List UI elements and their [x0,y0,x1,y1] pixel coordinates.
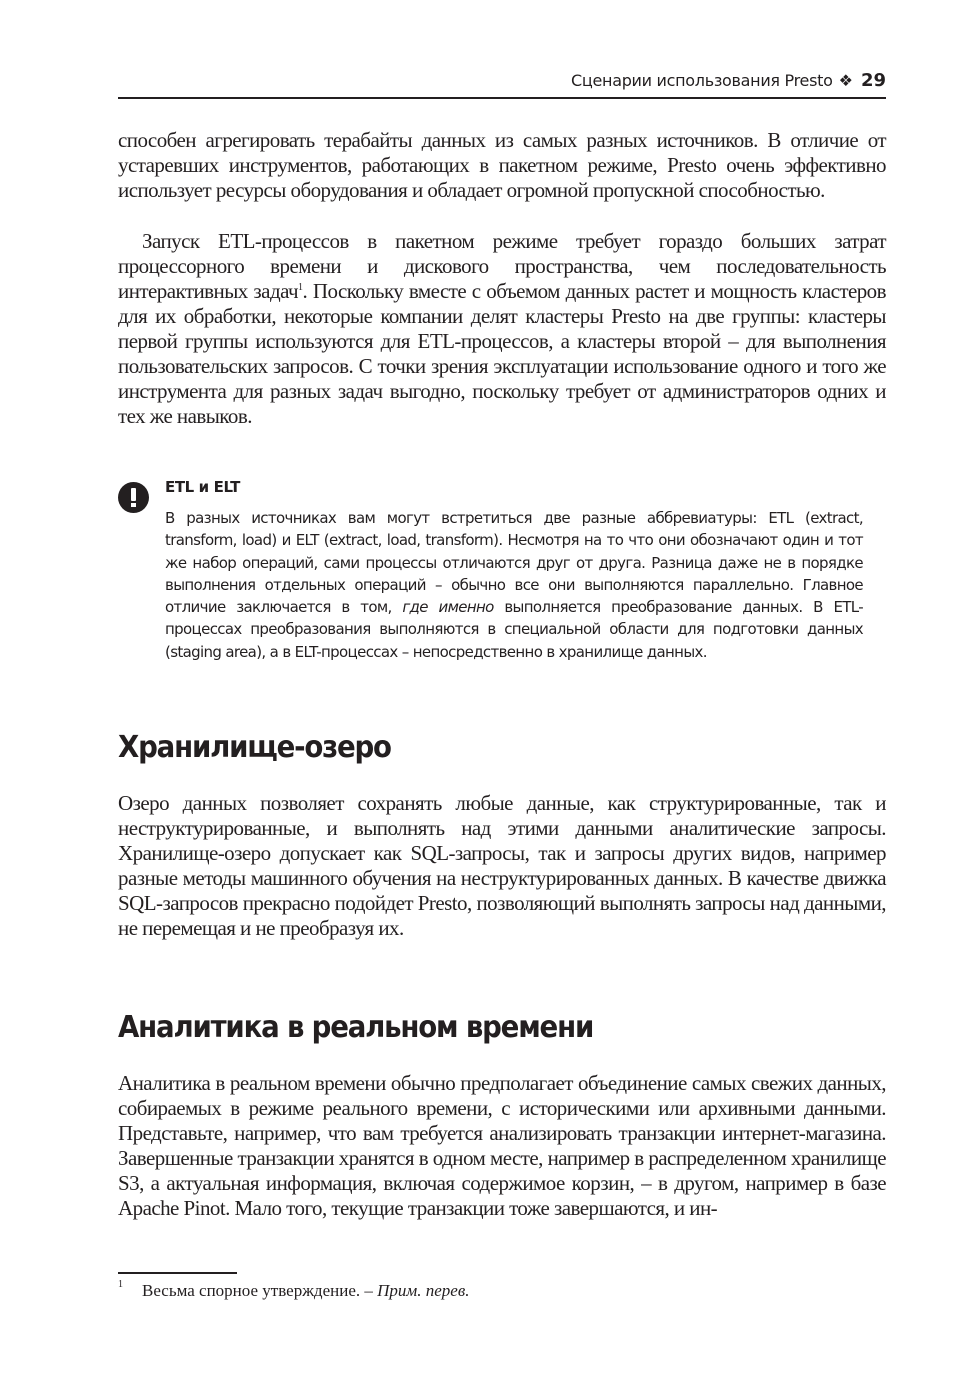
note-body [165,507,863,663]
exclamation-circle-icon [118,482,149,513]
footnote-reference[interactable]: 1 [298,282,303,293]
section-text-data-lake: Озеро данных позволяет сохранять любые данные, как структурированные, так и неструктурированные, и выполнять над этими данными аналитические запросы. Хранилище-озеро допускает как SQL-запросы, так и запросы других видов, например разные методы машинного обучения на неструктурированных данных. В качестве движка SQL-запросов прекрасно подойдет Presto, позволяющий выполнять запросы над данными, не перемещая и не преобразуя их. [118,791,886,940]
section-heading-realtime-analytics: Аналитика в реальном времени [118,1010,594,1045]
section-heading-data-lake: Хранилище-озеро [118,730,391,765]
footnote-text-main: Весьма спорное утверждение. – [142,1281,378,1300]
footnote-rule [118,1272,237,1274]
note-body-emphasis: где именно [402,598,494,617]
paragraph-1: способен агрегировать терабайты данных из самых разных источников. В отличие от устаревших инструментов, работающих в пакетном режиме, Presto очень эффективно использует ресурсы оборудования и обладает огромной пропускной способностью. [118,128,886,202]
section-text-realtime-analytics: Аналитика в реальном времени обычно предполагает объединение самых свежих данных, собираемых в режиме реального времени, с историческими или архивными данными. Представьте, например, что вам требуется анализировать транзакции интернет-магазина. Завершенные транзакции хранятся в одном месте, например в распределенном хранилище S3, а актуальная информация, включая содержимое корзин, – в другом, например в базе Apache Pinot. Мало того, текущие транзакции тоже завершаются, и ин- [118,1071,886,1220]
paragraph-2-text-b: . Поскольку вместе с объемом данных растет и мощность кластеров для их обработки, некоторые компании делят кластеры Presto на две группы: кластеры первой группы используются для ETL-процессов, а кластеры второй – для выполнения пользовательских запросов. С точки зрения эксплуатации использование одного и того же инструмента для разных задач выгодно, поскольку требует от администраторов одних и тех же навыков. [118,279,886,428]
note-body-text-b: выполняется преобразование данных. В ETL-процессах преобразования выполняются в специальной области для подготовки данных (staging area), а в ELT-процессах – непосредственно в хранилище данных. [165,598,864,661]
page-number: 29 [860,70,886,91]
note-body-text-a: В разных источниках вам могут встретиться две разные аббревиатуры: ETL (extract, transform, load) и ELT (extract, load, transform). Несмотря на то что они обозначают один и тот же набор операций, сами процессы отличаются друг от друга. Разница даже не в порядке выполнения отдельных операций – обычно все они выполняются параллельно. Главное отличие заключается в том, [165,509,863,617]
footnote-text [142,1281,469,1301]
running-head [118,70,886,96]
note-title: ETL и ELT [165,478,240,496]
running-head-title: Сценарии использования Presto [571,71,833,90]
header-rule [118,97,886,99]
footnote-number: 1 [118,1279,123,1290]
paragraph-2 [118,229,886,429]
footnote-text-emphasis: Прим. перев. [377,1281,470,1300]
ornament-icon: ❖ [838,71,853,90]
paragraph-2-text-a: Запуск ETL-процессов в пакетном режиме требует гораздо больших затрат процессорного времени и дискового пространства, чем последовательность интерактивных задач [118,229,886,303]
